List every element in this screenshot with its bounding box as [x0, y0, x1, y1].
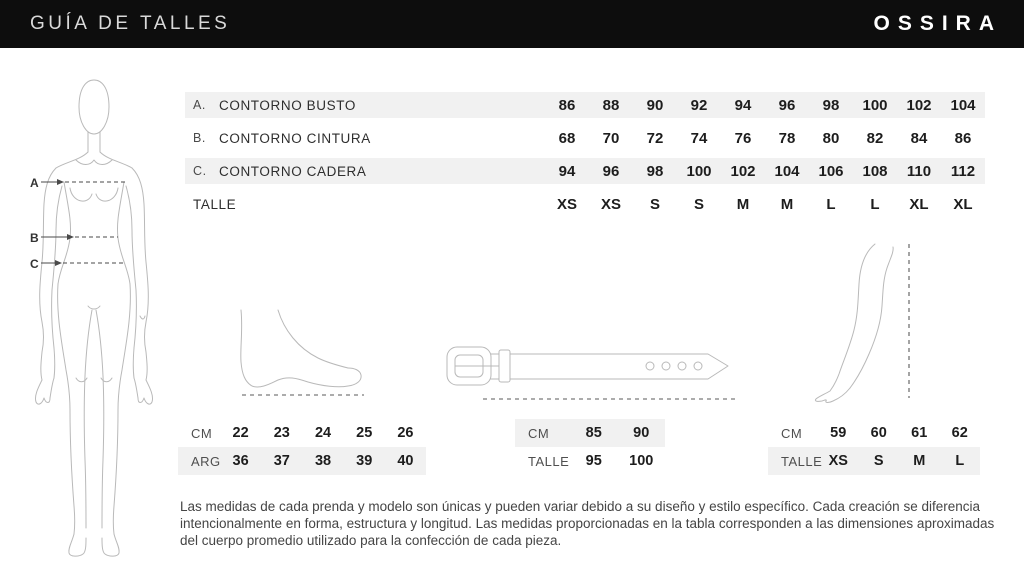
table-cell: S — [693, 195, 704, 213]
table-cell: S — [649, 195, 660, 213]
table-cell: 26 — [397, 425, 414, 441]
row-values — [545, 163, 985, 180]
table-cell: 78 — [778, 129, 796, 147]
row-key: B. — [193, 131, 207, 145]
row-label-cell — [185, 98, 545, 113]
row-values — [545, 97, 985, 114]
table-cell: 102 — [906, 96, 932, 114]
row-label-cell — [185, 131, 545, 146]
table-cell: 36 — [232, 453, 249, 469]
table-row-cintura — [185, 125, 985, 151]
table-cell: 86 — [954, 129, 972, 147]
row-label: CM — [528, 425, 550, 441]
table-cell: 68 — [558, 129, 576, 147]
table-row-busto — [185, 92, 985, 118]
table-row-cm — [178, 419, 426, 447]
row-label-cell — [185, 197, 545, 212]
table-cell: 38 — [314, 453, 332, 469]
table-cell: 98 — [646, 162, 664, 180]
table-cell: S — [873, 453, 884, 469]
row-label: CM — [191, 425, 213, 441]
table-cell: 84 — [910, 129, 928, 147]
table-cell: 72 — [646, 129, 664, 147]
table-cell: 104 — [774, 162, 800, 180]
row-values — [545, 130, 985, 147]
table-cell: 94 — [558, 162, 576, 180]
sleeve-size-table — [768, 419, 980, 475]
header-bar — [0, 0, 1024, 48]
belt-size-table — [515, 419, 665, 475]
table-cell: 104 — [950, 96, 976, 114]
table-cell: 98 — [822, 96, 840, 114]
table-cell: 100 — [629, 453, 654, 469]
row-label: CONTORNO BUSTO — [219, 97, 356, 113]
table-cell: XS — [828, 453, 848, 469]
table-row-talle — [185, 191, 985, 217]
table-cell: L — [870, 195, 880, 213]
row-label: TALLE — [528, 453, 570, 469]
row-key: C. — [193, 164, 207, 178]
row-label: CM — [781, 425, 803, 441]
table-cell: L — [955, 453, 965, 469]
arm-illustration — [813, 240, 913, 402]
foot-illustration — [236, 308, 368, 398]
table-cell: M — [780, 195, 794, 213]
disclaimer-text: Las medidas de cada prenda y modelo son únicas y pueden variar debido a su diseño y estilo específico. Cada creación se diferencia intencionalmente en forma, estructura y longitud. Las medidas proporcionadas en la tabla corresponden a las dimensiones aproximadas del cuerpo promedio utilizado para la confección de cada pieza. — [180, 499, 995, 548]
table-cell: 80 — [822, 129, 840, 147]
row-key: A. — [193, 98, 207, 112]
table-cell: XS — [600, 195, 621, 213]
table-cell: M — [736, 195, 750, 213]
table-cell: 60 — [870, 425, 887, 441]
row-label: CONTORNO CADERA — [219, 163, 367, 179]
table-cell: 70 — [602, 129, 620, 147]
row-label-cell — [185, 164, 545, 179]
table-cell: 90 — [633, 425, 650, 441]
table-cell: L — [826, 195, 836, 213]
table-cell: 37 — [273, 453, 290, 469]
table-cell: 102 — [730, 162, 756, 180]
table-row-arg — [178, 447, 426, 475]
table-cell: 94 — [734, 96, 752, 114]
marker-a-label: A — [30, 176, 39, 190]
row-label: CONTORNO CINTURA — [219, 130, 371, 146]
table-row-cm — [515, 419, 665, 447]
row-label: TALLE — [781, 453, 823, 469]
belt-illustration — [443, 338, 738, 404]
table-cell: 61 — [911, 425, 928, 441]
size-table — [185, 92, 985, 224]
table-cell: XS — [556, 195, 577, 213]
brand-logo: OSSIRA — [873, 12, 1002, 35]
row-label: ARG — [191, 453, 221, 469]
table-cell: 96 — [602, 162, 620, 180]
table-cell: 88 — [602, 96, 620, 114]
body-silhouette-illustration — [28, 70, 163, 565]
table-cell: 112 — [950, 162, 976, 180]
table-cell: XL — [909, 195, 929, 213]
table-cell: 59 — [830, 425, 847, 441]
table-cell: 92 — [690, 96, 708, 114]
table-cell: 39 — [356, 453, 373, 469]
table-cell: 82 — [866, 129, 884, 147]
table-cell: 24 — [314, 425, 332, 441]
row-label: TALLE — [193, 196, 237, 212]
table-cell: 100 — [686, 162, 712, 180]
table-cell: 95 — [585, 453, 602, 469]
table-cell: 23 — [273, 425, 290, 441]
table-row-talle — [515, 447, 665, 475]
table-cell: 90 — [646, 96, 664, 114]
table-cell: 106 — [818, 162, 844, 180]
table-row-cm — [768, 419, 980, 447]
table-cell: 25 — [356, 425, 373, 441]
table-cell: XL — [953, 195, 973, 213]
table-cell: 76 — [734, 129, 752, 147]
marker-b-label: B — [30, 231, 39, 245]
table-cell: 40 — [397, 453, 414, 469]
table-row-talle — [768, 447, 980, 475]
table-cell: 86 — [558, 96, 576, 114]
table-row-cadera — [185, 158, 985, 184]
table-cell: 108 — [862, 162, 888, 180]
marker-c-label: C — [30, 257, 39, 271]
table-cell: 85 — [585, 425, 602, 441]
table-cell: 62 — [951, 425, 968, 441]
table-cell: 100 — [862, 96, 888, 114]
table-cell: M — [913, 453, 926, 469]
table-cell: 22 — [232, 425, 249, 441]
table-cell: 74 — [690, 129, 708, 147]
row-values — [545, 196, 985, 213]
page-title: GUÍA DE TALLES — [30, 13, 231, 34]
shoe-size-table — [178, 419, 426, 475]
table-cell: 96 — [778, 96, 796, 114]
table-cell: 110 — [906, 162, 932, 180]
